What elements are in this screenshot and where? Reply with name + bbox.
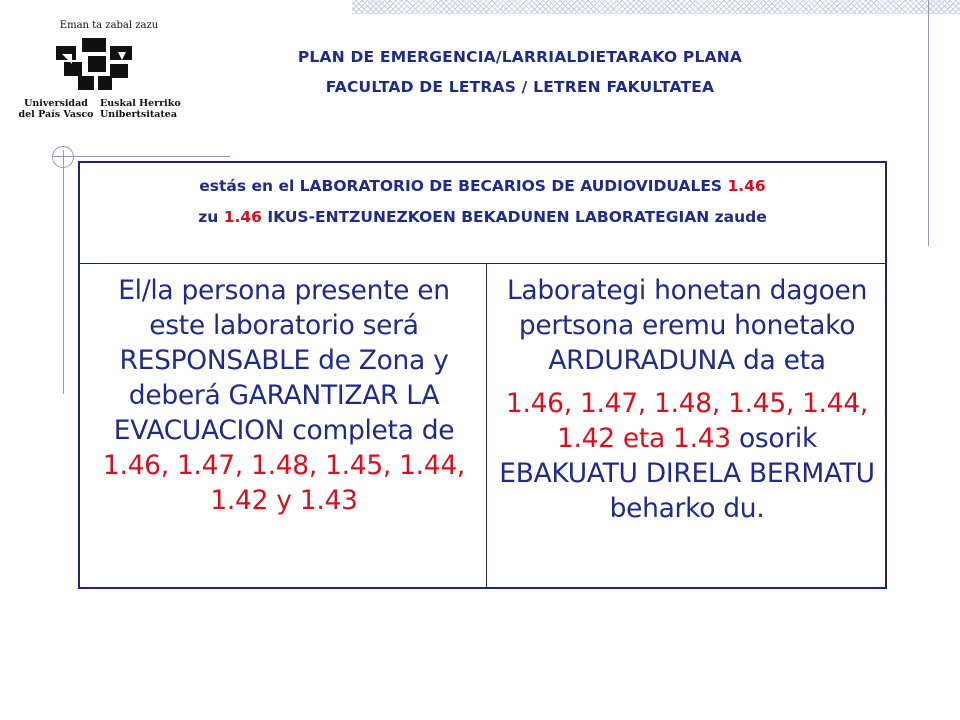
header-hatch-decoration (352, 0, 960, 14)
location-line-basque (80, 202, 885, 233)
column-divider (486, 263, 487, 589)
header-subtitle: FACULTAD DE LETRAS / LETREN FAKULTATEA (325, 78, 715, 96)
logo-motto: Eman ta zabal zazu (59, 20, 159, 31)
location-text-es: estás en el LABORATORIO DE BECARIOS DE AUDIOVIDUALES (199, 177, 728, 195)
location-prefix-eu: zu (198, 208, 224, 226)
instructions-spanish-text: El/la persona presente en este laboratorio será RESPONSABLE de Zona y deberá GARANTIZAR LA EVACUACION completa de (113, 275, 455, 446)
right-vertical-rule (928, 0, 929, 246)
top-horizontal-rule (52, 156, 230, 157)
location-room-es: 1.46 (727, 177, 766, 195)
location-text-eu: IKUS-ENTZUNEZKOEN BEKADUNEN LABORATEGIAN zaude (261, 208, 767, 226)
instructions-basque-text: Laborategi honetan dagoen pertsona eremu honetako ARDURADUNA da eta (506, 275, 868, 376)
logo-name-eu-line1: Euskal Herriko (100, 98, 181, 109)
instructions-basque-suffix: osorik EBAKUATU DIRELA BERMATU beharko du. (499, 423, 875, 524)
page-header (200, 42, 840, 102)
logo-name-es-line1: Universidad (24, 98, 88, 109)
logo-name-es-line2: del País Vasco (18, 109, 94, 120)
location-room-eu: 1.46 (223, 208, 262, 226)
instructions-spanish-rooms: 1.46, 1.47, 1.48, 1.45, 1.44, 1.42 y 1.43 (102, 450, 466, 516)
instructions-basque-rooms: 1.46, 1.47, 1.48, 1.45, 1.44, 1.42 eta 1.43 (505, 388, 869, 454)
header-title: PLAN DE EMERGENCIA/LARRIALDIETARAKO PLANA (297, 48, 743, 66)
instructions-basque (494, 273, 880, 526)
row-divider (80, 263, 885, 264)
location-banner (80, 163, 885, 263)
evacuation-table (78, 161, 887, 589)
logo-name-basque (100, 98, 190, 120)
location-line-spanish (80, 171, 885, 202)
logo-name-spanish (16, 98, 96, 120)
left-vertical-rule (63, 150, 64, 394)
university-logo (14, 20, 194, 130)
university-emblem-icon (52, 34, 142, 94)
corner-circle-decoration (52, 146, 74, 168)
instructions-spanish (88, 273, 480, 518)
logo-name-eu-line2: Unibertsitatea (100, 109, 177, 120)
